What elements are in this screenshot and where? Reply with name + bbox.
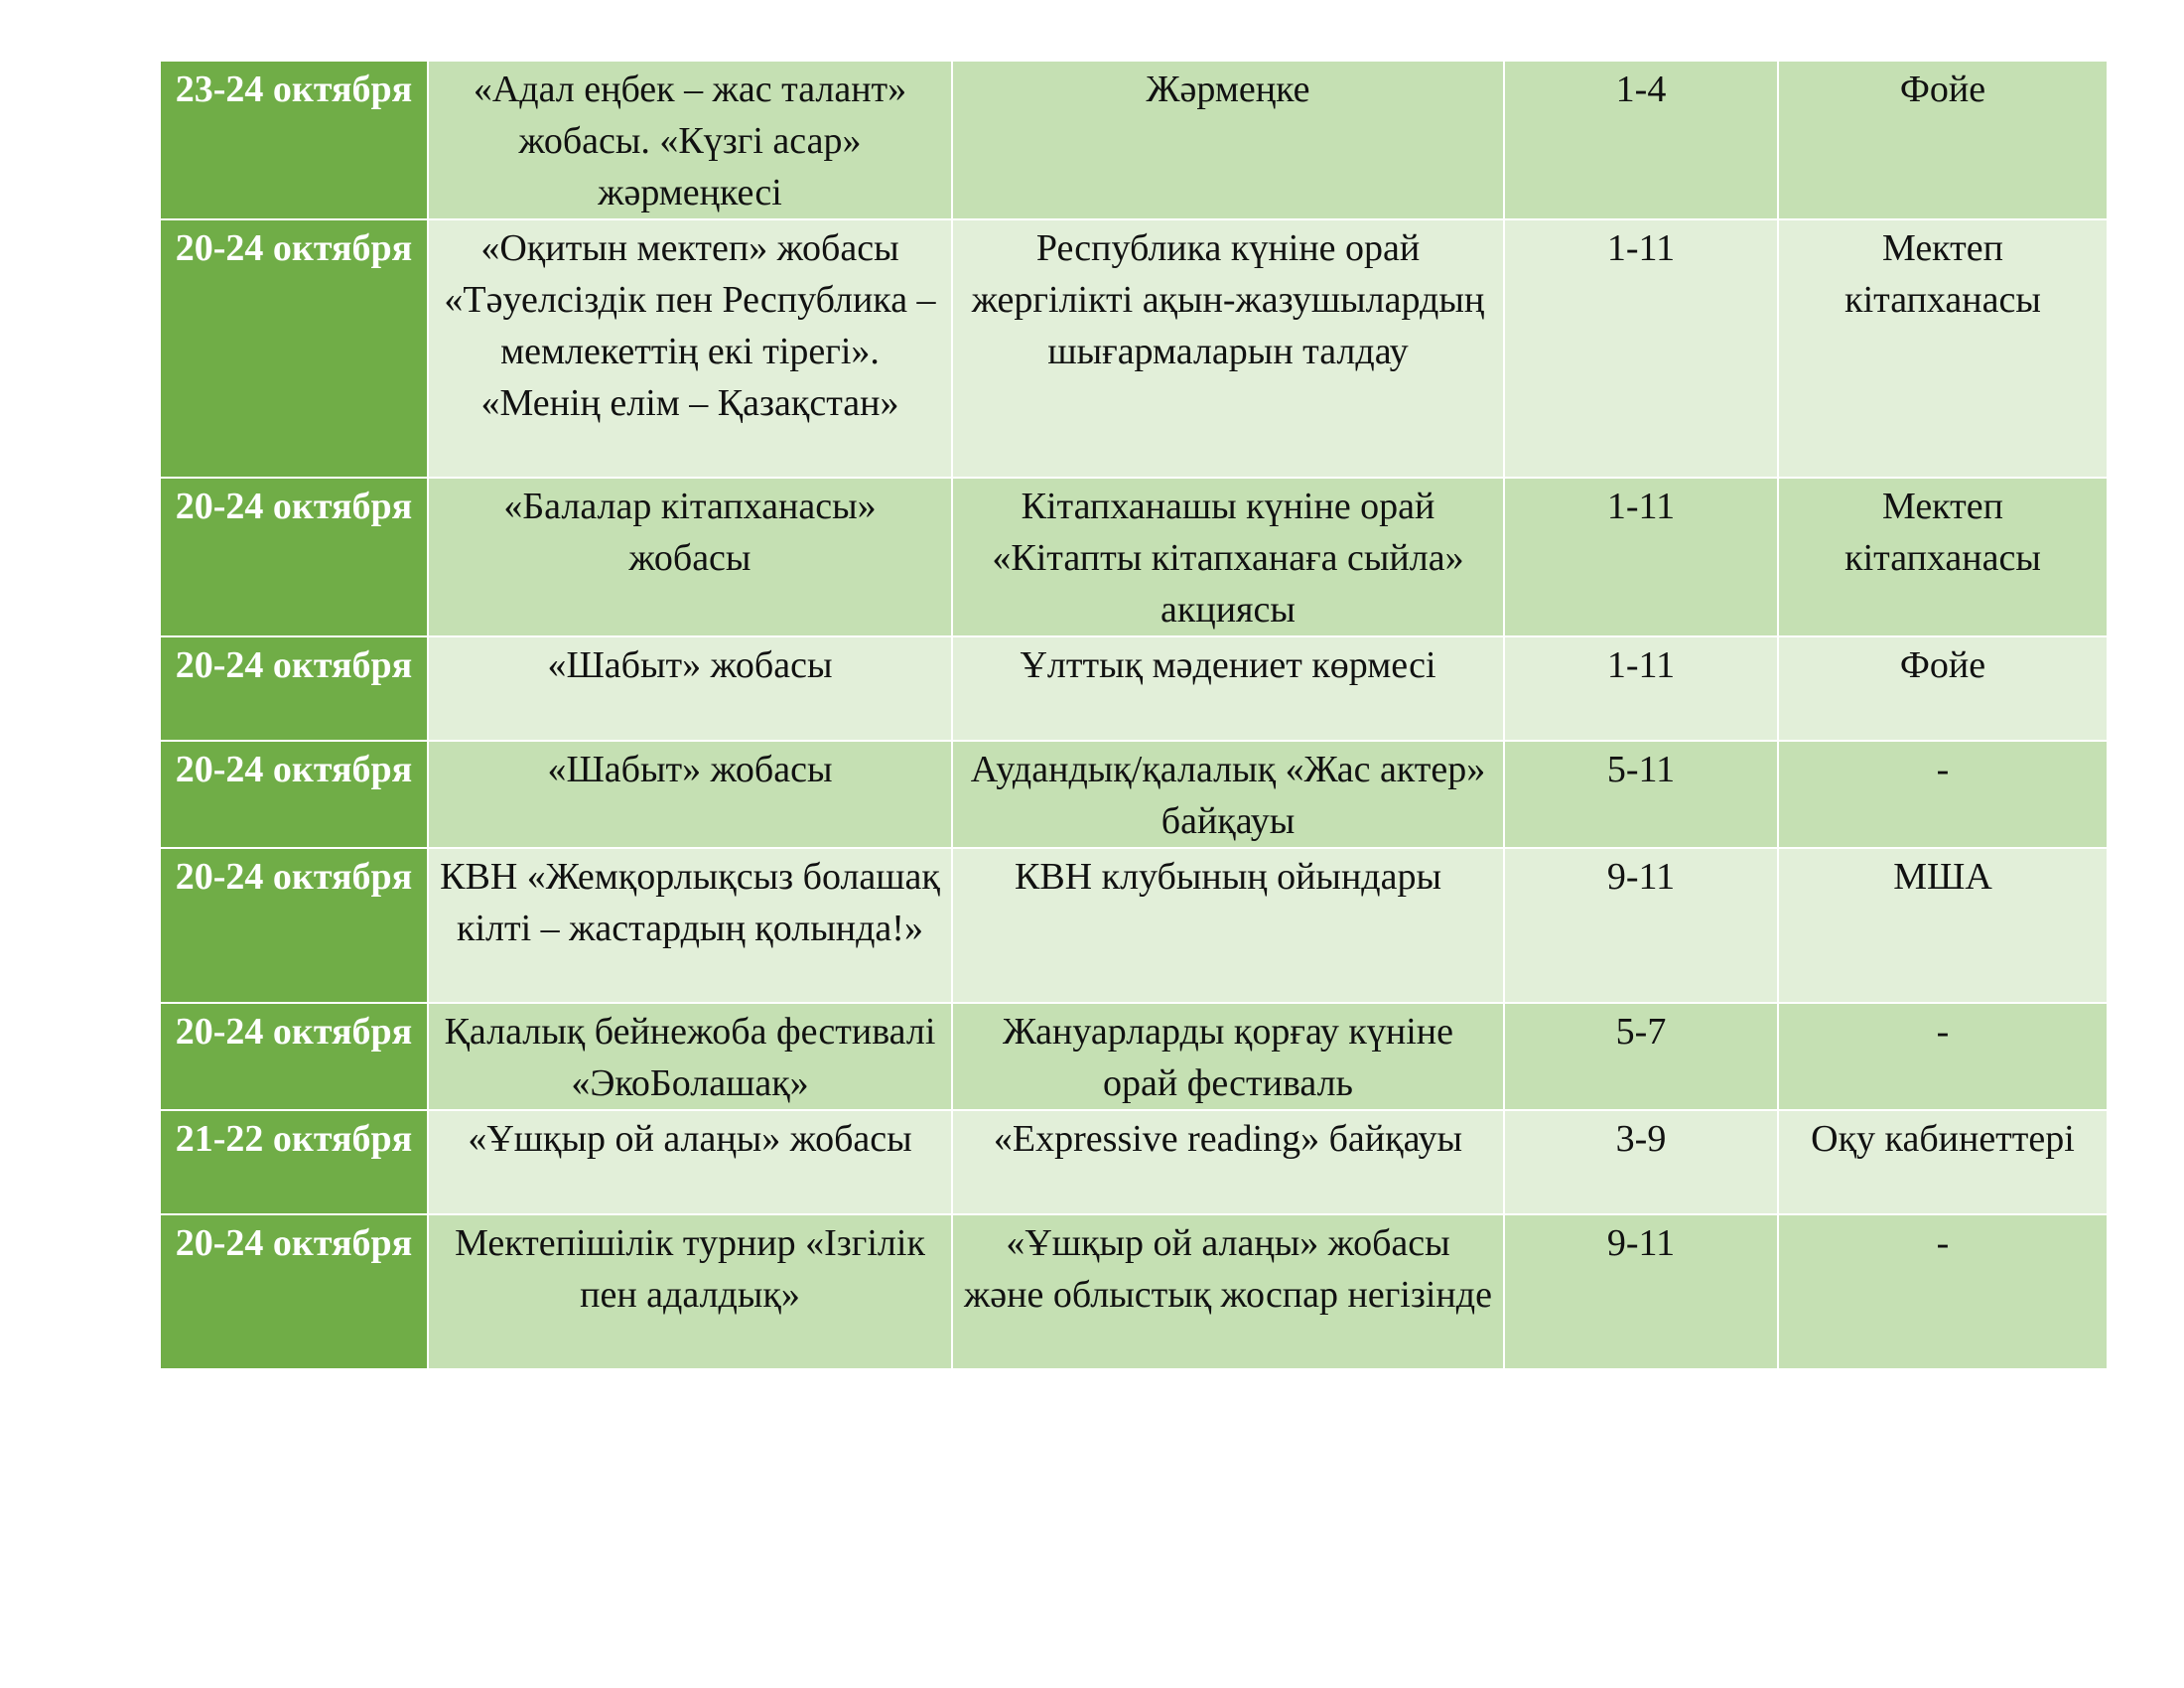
event-cell: КВН клубының ойындары bbox=[952, 848, 1504, 1003]
project-cell: «Оқитын мектеп» жобасы «Тәуелсіздік пен Республика – мемлекеттің екі тірегі». «Менің елім – Қазақстан» bbox=[428, 219, 952, 478]
location-cell: Мектеп кітапханасы bbox=[1778, 219, 2108, 478]
grades-cell: 9-11 bbox=[1504, 848, 1778, 1003]
table-row bbox=[160, 1214, 2108, 1369]
project-cell: «Шабыт» жобасы bbox=[428, 741, 952, 848]
project-cell: «Шабыт» жобасы bbox=[428, 636, 952, 741]
grades-cell: 1-11 bbox=[1504, 219, 1778, 478]
date-cell: 20-24 октября bbox=[160, 478, 428, 636]
date-cell: 20-24 октября bbox=[160, 848, 428, 1003]
date-cell: 21-22 октября bbox=[160, 1110, 428, 1214]
grades-cell: 9-11 bbox=[1504, 1214, 1778, 1369]
date-cell: 20-24 октября bbox=[160, 219, 428, 478]
location-cell: - bbox=[1778, 1214, 2108, 1369]
table-row bbox=[160, 741, 2108, 848]
date-cell: 20-24 октября bbox=[160, 636, 428, 741]
grades-cell: 1-4 bbox=[1504, 61, 1778, 219]
location-cell: Фойе bbox=[1778, 636, 2108, 741]
grades-cell: 1-11 bbox=[1504, 636, 1778, 741]
project-cell: Мектепішілік турнир «Ізгілік пен адалдық» bbox=[428, 1214, 952, 1369]
event-cell: Жануарларды қорғау күніне орай фестиваль bbox=[952, 1003, 1504, 1110]
grades-cell: 3-9 bbox=[1504, 1110, 1778, 1214]
table-row bbox=[160, 61, 2108, 219]
project-cell: «Адал еңбек – жас талант» жобасы. «Күзгі асар» жәрмеңкесі bbox=[428, 61, 952, 219]
location-cell: МША bbox=[1778, 848, 2108, 1003]
project-cell: Қалалық бейнежоба фестивалі «ЭкоБолашақ» bbox=[428, 1003, 952, 1110]
project-cell: КВН «Жемқорлықсыз болашақ кілті – жастардың қолында!» bbox=[428, 848, 952, 1003]
event-cell: «Expressive reading» байқауы bbox=[952, 1110, 1504, 1214]
location-cell: - bbox=[1778, 1003, 2108, 1110]
table-row bbox=[160, 1003, 2108, 1110]
date-cell: 20-24 октября bbox=[160, 1003, 428, 1110]
table-row bbox=[160, 219, 2108, 478]
event-cell: Кітапханашы күніне орай «Кітапты кітапханаға сыйла» акциясы bbox=[952, 478, 1504, 636]
event-cell: Аудандық/қалалық «Жас актер» байқауы bbox=[952, 741, 1504, 848]
location-cell: - bbox=[1778, 741, 2108, 848]
schedule-table bbox=[159, 60, 2109, 1370]
event-cell: Ұлттық мәдениет көрмесі bbox=[952, 636, 1504, 741]
location-cell: Мектеп кітапханасы bbox=[1778, 478, 2108, 636]
table-row bbox=[160, 636, 2108, 741]
event-cell: Жәрмеңке bbox=[952, 61, 1504, 219]
grades-cell: 5-7 bbox=[1504, 1003, 1778, 1110]
location-cell: Фойе bbox=[1778, 61, 2108, 219]
grades-cell: 5-11 bbox=[1504, 741, 1778, 848]
location-cell: Оқу кабинеттері bbox=[1778, 1110, 2108, 1214]
date-cell: 23-24 октября bbox=[160, 61, 428, 219]
date-cell: 20-24 октября bbox=[160, 1214, 428, 1369]
project-cell: «Ұшқыр ой алаңы» жобасы bbox=[428, 1110, 952, 1214]
project-cell: «Балалар кітапханасы» жобасы bbox=[428, 478, 952, 636]
event-cell: «Ұшқыр ой алаңы» жобасы және облыстық жоспар негізінде bbox=[952, 1214, 1504, 1369]
event-cell: Республика күніне орай жергілікті ақын-жазушылардың шығармаларын талдау bbox=[952, 219, 1504, 478]
grades-cell: 1-11 bbox=[1504, 478, 1778, 636]
table-row bbox=[160, 848, 2108, 1003]
date-cell: 20-24 октября bbox=[160, 741, 428, 848]
table-row bbox=[160, 1110, 2108, 1214]
table-row bbox=[160, 478, 2108, 636]
